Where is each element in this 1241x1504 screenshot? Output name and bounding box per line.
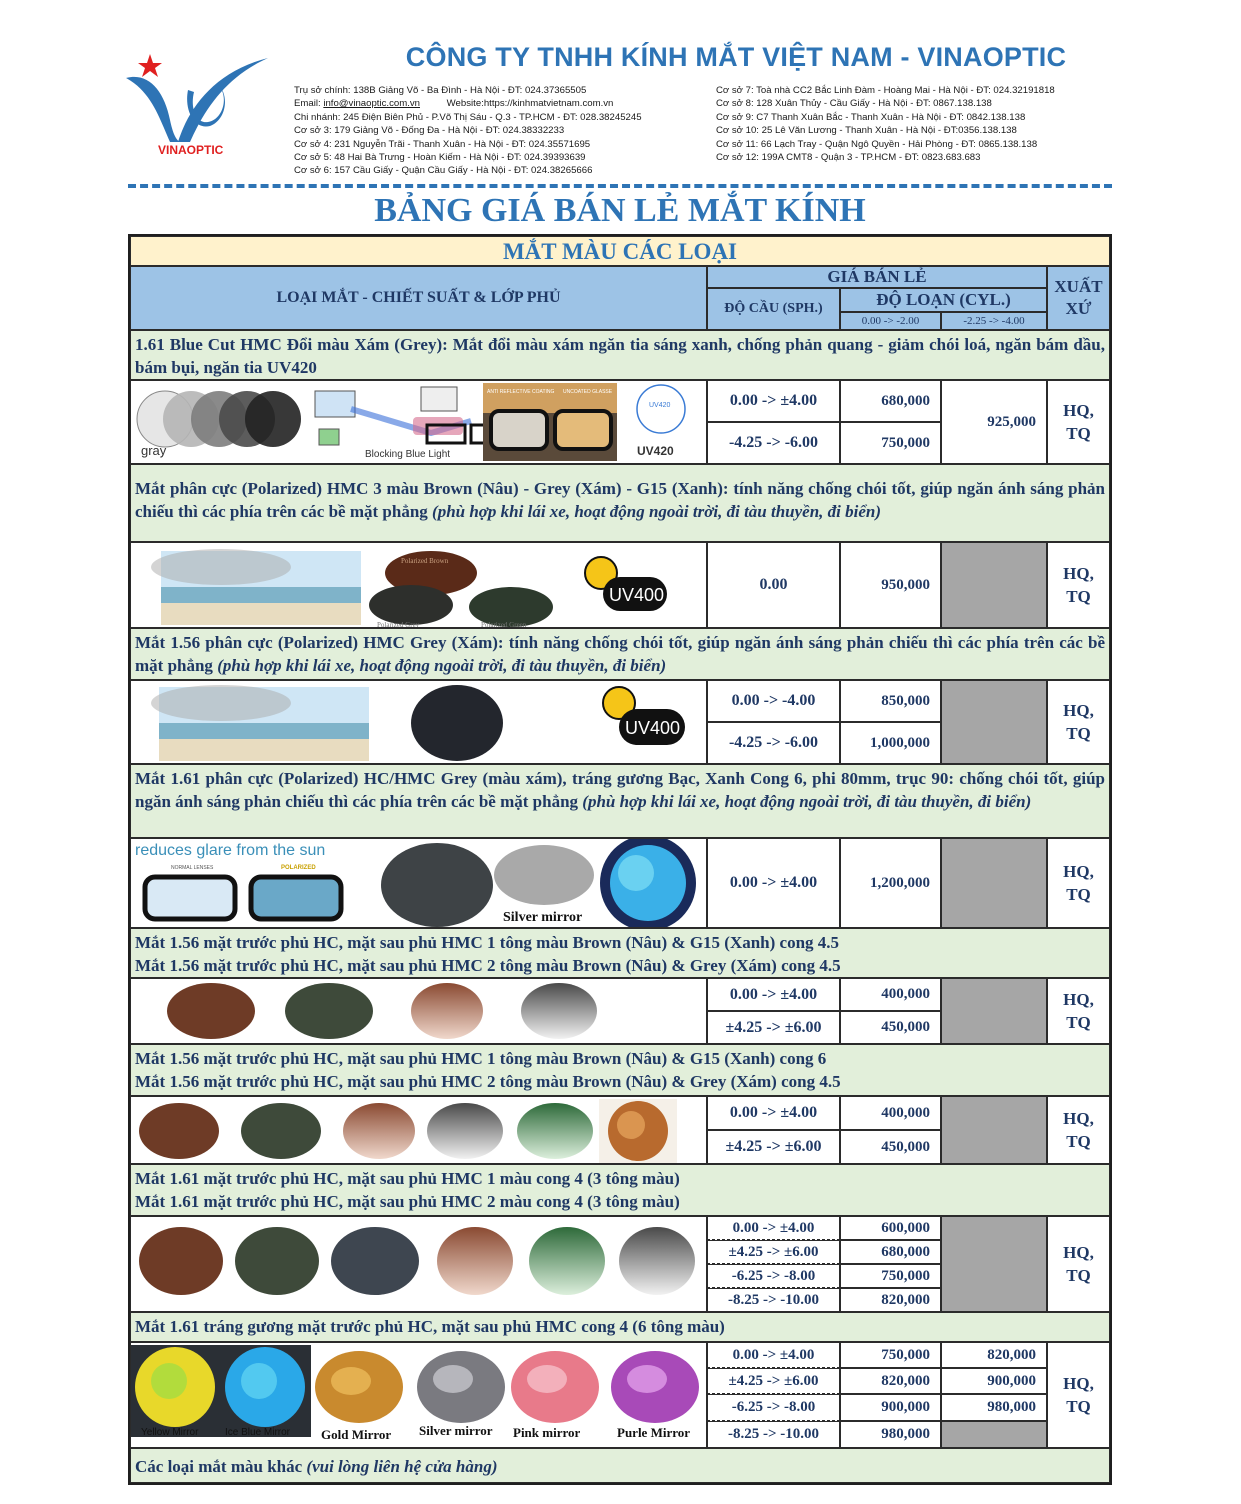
polarized-lens-images	[131, 543, 707, 628]
svg-text:Polarized Grey: Polarized Grey	[377, 621, 420, 628]
origin-line: TQ	[1066, 1397, 1091, 1416]
svg-text:UV400: UV400	[625, 718, 681, 738]
sph-range: 0.00	[707, 542, 840, 628]
description-line: Mắt 1.56 mặt trước phủ HC, mặt sau phủ HMC 2 tông màu Brown (Nâu) & Grey (Xám) cong 4.5	[135, 1072, 841, 1091]
origin-line: HQ,	[1063, 990, 1094, 1009]
origin-cell	[1047, 1216, 1110, 1312]
sph-range: 0.00 -> ±4.00	[707, 380, 840, 422]
sph-range: 0.00 -> -4.00	[707, 680, 840, 722]
mirror-lens-images	[131, 1343, 707, 1448]
address-line: Chi nhánh: 245 Điện Biên Phủ - P.Võ Thị Sáu - Q.3 - TP.HCM - ĐT: 028.38245245	[294, 111, 642, 123]
cyl-range-2: -2.25 -> -4.00	[941, 312, 1047, 330]
svg-text:POLARIZED: POLARIZED	[281, 865, 316, 871]
cyl-price-value: 925,000	[941, 380, 1047, 464]
product-images	[130, 542, 707, 628]
cyl-price-unavailable	[941, 1096, 1047, 1164]
vinaoptic-logo	[118, 50, 278, 160]
address-line: Cơ sở 7: Toà nhà CC2 Bắc Linh Đàm - Hoàng Mai - Hà Nội - ĐT: 024.32191818	[716, 85, 1055, 96]
description-note: (phù hợp khi lái xe, hoạt động ngoài trời, đi tàu thuyền, đi biển)	[217, 656, 667, 675]
svg-text:reduces glare from the sun: reduces glare from the sun	[135, 842, 326, 859]
origin-line: HQ,	[1063, 862, 1094, 881]
origin-line: TQ	[1066, 1132, 1091, 1151]
product-images	[130, 838, 707, 928]
cyl-price-unavailable	[941, 680, 1047, 764]
description-line: Mắt 1.56 mặt trước phủ HC, mặt sau phủ HMC 2 tông màu Brown (Nâu) & Grey (Xám) cong 4.5	[135, 956, 841, 975]
product-description	[130, 464, 1110, 542]
origin-cell	[1047, 680, 1110, 764]
price-value: 820,000	[840, 1368, 941, 1394]
description-line: Mắt 1.61 mặt trước phủ HC, mặt sau phủ HMC 2 màu cong 4 (3 tông màu)	[135, 1192, 680, 1211]
address-line: Cơ sở 5: 48 Hai Bà Trưng - Hoàn Kiếm - Hà Nội - ĐT: 024.39393639	[294, 152, 586, 164]
origin-line: HQ,	[1063, 1109, 1094, 1128]
origin-cell	[1047, 1096, 1110, 1164]
column-header-origin	[1047, 266, 1110, 330]
cyl-price-value: 900,000	[941, 1368, 1047, 1394]
cyl-price-unavailable	[941, 1421, 1047, 1448]
origin-line: HQ,	[1063, 401, 1094, 420]
svg-text:Silver mirror: Silver mirror	[419, 1423, 493, 1438]
description-note: (phù hợp khi lái xe, hoạt động ngoài trời, đi tàu thuyền, đi biển)	[432, 502, 882, 521]
address-line: Cơ sở 3: 179 Giảng Võ - Đống Đa - Hà Nội - ĐT: 024.38332233	[294, 125, 565, 137]
svg-text:Yellow Mirror: Yellow Mirror	[141, 1427, 199, 1438]
product-images	[130, 978, 707, 1044]
sph-range: 0.00 -> ±4.00	[707, 838, 840, 928]
description-text: Mắt 1.56 phân cực (Polarized) HMC Grey (Xám): tính năng chống chói tốt, giúp ngăn ánh sáng phản chiếu thì các phía trên các bề mặt phẳng	[135, 633, 1105, 675]
contact-line	[294, 97, 642, 110]
price-value: 450,000	[840, 1130, 941, 1164]
price-value: 900,000	[840, 1394, 941, 1421]
sph-range: -4.25 -> -6.00	[707, 422, 840, 464]
svg-text:Polarized Brown: Polarized Brown	[401, 557, 449, 565]
origin-line: HQ,	[1063, 564, 1094, 583]
address-line: Cơ sở 12: 199A CMT8 - Quận 3 - TP.HCM - ĐT: 0823.683.683	[716, 152, 981, 164]
price-value: 680,000	[840, 380, 941, 422]
column-header-cyl: ĐỘ LOẠN (CYL.)	[840, 288, 1047, 312]
origin-line: TQ	[1066, 587, 1091, 606]
sph-range: ±4.25 -> ±6.00	[707, 1368, 840, 1394]
email-label: Email:	[294, 98, 321, 110]
website-link[interactable]: Website:https://kinhmatvietnam.com.vn	[446, 98, 614, 110]
price-value: 600,000	[840, 1216, 941, 1240]
svg-text:Gold Mirror: Gold Mirror	[321, 1427, 392, 1442]
svg-text:NORMAL LENSES: NORMAL LENSES	[171, 865, 214, 871]
product-images	[130, 1342, 707, 1448]
cyl-price-unavailable	[941, 838, 1047, 928]
svg-text:Purle Mirror: Purle Mirror	[617, 1425, 691, 1440]
price-table	[128, 234, 1112, 1485]
product-description	[130, 1164, 1110, 1216]
cyl-price-unavailable	[941, 542, 1047, 628]
sph-range: 0.00 -> ±4.00	[707, 1216, 840, 1240]
svg-text:Ice Blue Mirror: Ice Blue Mirror	[225, 1427, 291, 1438]
sph-range: 0.00 -> ±4.00	[707, 1342, 840, 1368]
sph-range: -6.25 -> -8.00	[707, 1264, 840, 1288]
tinted-lens-images	[131, 1097, 707, 1164]
price-value: 750,000	[840, 1264, 941, 1288]
price-value: 820,000	[840, 1288, 941, 1312]
price-value: 980,000	[840, 1421, 941, 1448]
description-text: Mắt phân cực (Polarized) HMC 3 màu Brown (Nâu) - Grey (Xám) - G15 (Xanh): tính năng chống chói tốt, giúp ngăn ánh sáng phản chiếu thì các phía trên các bề mặt phẳng	[135, 479, 1105, 521]
svg-text:UV420: UV420	[649, 402, 671, 409]
svg-text:Polarized Green: Polarized Green	[481, 621, 527, 628]
origin-header-line: XUẤT	[1054, 277, 1103, 296]
product-description	[130, 628, 1110, 680]
product-images	[130, 1216, 707, 1312]
address-line: Cơ sở 4: 231 Nguyễn Trãi - Thanh Xuân - Hà Nội - ĐT: 024.35571695	[294, 138, 591, 150]
svg-text:VINAOPTIC: VINAOPTIC	[158, 143, 224, 157]
sph-range: ±4.25 -> ±6.00	[707, 1011, 840, 1044]
column-header-sph: ĐỘ CẦU (SPH.)	[707, 288, 840, 330]
product-description: Mắt 1.61 tráng gương mặt trước phủ HC, mặt sau phủ HMC cong 4 (6 tông màu)	[130, 1312, 1110, 1342]
cyl-price-value: 820,000	[941, 1342, 1047, 1368]
origin-line: HQ,	[1063, 701, 1094, 720]
svg-text:Pink mirror: Pink mirror	[513, 1425, 581, 1440]
svg-text:ANTI REFLECTIVE COATING: ANTI REFLECTIVE COATING	[487, 389, 555, 395]
sph-range: -4.25 -> -6.00	[707, 722, 840, 764]
cyl-price-unavailable	[941, 978, 1047, 1044]
address-line: Cơ sở 11: 66 Lạch Tray - Quận Ngô Quyền - Hải Phòng - ĐT: 0865.138.138	[716, 138, 1038, 150]
company-name: CÔNG TY TNHH KÍNH MẮT VIỆT NAM - VINAOPTIC	[405, 42, 1067, 72]
address-line: Cơ sở 6: 157 Cầu Giấy - Quận Cầu Giấy - Hà Nội - ĐT: 024.38265666	[294, 165, 593, 177]
price-value: 950,000	[840, 542, 941, 628]
mirror-polarized-lens-images	[131, 839, 707, 928]
svg-text:UNCOATED GLASSE: UNCOATED GLASSE	[563, 389, 613, 395]
price-value: 680,000	[840, 1240, 941, 1264]
origin-cell	[1047, 542, 1110, 628]
description-line: Mắt 1.56 mặt trước phủ HC, mặt sau phủ HMC 1 tông màu Brown (Nâu) & G15 (Xanh) cong 6	[135, 1049, 827, 1068]
price-value: 400,000	[840, 1096, 941, 1130]
price-value: 750,000	[840, 1342, 941, 1368]
svg-text:Blocking Blue Light: Blocking Blue Light	[365, 449, 451, 460]
footer-note-row	[130, 1448, 1110, 1483]
origin-line: HQ,	[1063, 1374, 1094, 1393]
product-description: 1.61 Blue Cut HMC Đổi màu Xám (Grey): Mắt đổi màu xám ngăn tia sáng xanh, chống phản quang - giảm chói loá, ngăn bám dầu, bám bụi, ngăn tia UV420	[130, 330, 1110, 380]
origin-cell	[1047, 978, 1110, 1044]
sph-range: -6.25 -> -8.00	[707, 1394, 840, 1421]
origin-line: TQ	[1066, 424, 1091, 443]
price-value: 1,200,000	[840, 838, 941, 928]
tinted-lens-images	[131, 979, 707, 1044]
svg-text:Silver mirror: Silver mirror	[503, 910, 583, 925]
sph-range: 0.00 -> ±4.00	[707, 978, 840, 1011]
price-value: 750,000	[840, 422, 941, 464]
description-text: Mắt 1.61 phân cực (Polarized) HC/HMC Grey (màu xám), tráng gương Bạc, Xanh Cong 6, phi 80mm, trục 90: chống chói tốt, giúp ngăn ánh sáng phản chiếu thì các phía trên các bề mặt phẳng	[135, 769, 1105, 811]
description-note: (phù hợp khi lái xe, hoạt động ngoài trời, đi tàu thuyền, đi biển)	[582, 792, 1032, 811]
svg-text:UV400: UV400	[609, 585, 665, 605]
origin-line: TQ	[1066, 885, 1091, 904]
sph-range: ±4.25 -> ±6.00	[707, 1130, 840, 1164]
blue-cut-lens-images	[131, 381, 707, 464]
product-images	[130, 380, 707, 464]
sph-range: ±4.25 -> ±6.00	[707, 1240, 840, 1264]
origin-cell	[1047, 380, 1110, 464]
svg-text:UV420: UV420	[637, 444, 674, 458]
address-list-right	[716, 84, 1055, 164]
price-value: 400,000	[840, 978, 941, 1011]
cyl-price-value: 980,000	[941, 1394, 1047, 1421]
email-link[interactable]: info@vinaoptic.com.vn	[323, 98, 420, 110]
address-line: Cơ sở 10: 25 Lê Văn Lương - Thanh Xuân - Hà Nội - ĐT:0356.138.138	[716, 125, 1017, 137]
origin-header-line: XỨ	[1065, 299, 1092, 318]
description-line: Mắt 1.61 mặt trước phủ HC, mặt sau phủ HMC 1 màu cong 4 (3 tông màu)	[135, 1169, 680, 1188]
address-list-left	[294, 84, 642, 178]
column-header-price: GIÁ BÁN LẺ	[707, 266, 1047, 288]
description-line: Mắt 1.56 mặt trước phủ HC, mặt sau phủ HMC 1 tông màu Brown (Nâu) & G15 (Xanh) cong 4.5	[135, 933, 840, 952]
address-line: Trụ sở chính: 138B Giảng Võ - Ba Đình - Hà Nội - ĐT: 024.37365505	[294, 85, 587, 96]
price-value: 1,000,000	[840, 722, 941, 764]
page-title: BẢNG GIÁ BÁN LẺ MẮT KÍNH	[374, 192, 866, 229]
footer-text: Các loại mắt màu khác	[135, 1457, 303, 1476]
header-divider	[128, 184, 1112, 188]
sph-range: -8.25 -> -10.00	[707, 1421, 840, 1448]
origin-cell	[1047, 1342, 1110, 1448]
grey-polarized-lens-images	[131, 681, 707, 764]
origin-line: TQ	[1066, 724, 1091, 743]
cyl-range-1: 0.00 -> -2.00	[840, 312, 941, 330]
address-line: Cơ sở 8: 128 Xuân Thủy - Cầu Giấy - Hà Nội - ĐT: 0867.138.138	[716, 98, 992, 110]
product-description	[130, 928, 1110, 978]
product-description	[130, 764, 1110, 838]
origin-line: TQ	[1066, 1266, 1091, 1285]
origin-line: TQ	[1066, 1013, 1091, 1032]
sph-range: -8.25 -> -10.00	[707, 1288, 840, 1312]
svg-text:gray: gray	[141, 443, 167, 458]
footer-note: (vui lòng liên hệ cửa hàng)	[306, 1457, 498, 1476]
address-line: Cơ sở 9: C7 Thanh Xuân Bắc - Thanh Xuân - Hà Nội - ĐT: 0842.138.138	[716, 111, 1026, 123]
product-images	[130, 680, 707, 764]
price-value: 850,000	[840, 680, 941, 722]
origin-cell	[1047, 838, 1110, 928]
product-description	[130, 1044, 1110, 1096]
product-images	[130, 1096, 707, 1164]
section-title: MẮT MÀU CÁC LOẠI	[130, 236, 1110, 266]
price-value: 450,000	[840, 1011, 941, 1044]
origin-line: HQ,	[1063, 1243, 1094, 1262]
column-header-type: LOẠI MẮT - CHIẾT SUẤT & LỚP PHỦ	[130, 266, 707, 330]
sph-range: 0.00 -> ±4.00	[707, 1096, 840, 1130]
tinted-lens-images	[131, 1217, 707, 1312]
cyl-price-unavailable	[941, 1216, 1047, 1312]
